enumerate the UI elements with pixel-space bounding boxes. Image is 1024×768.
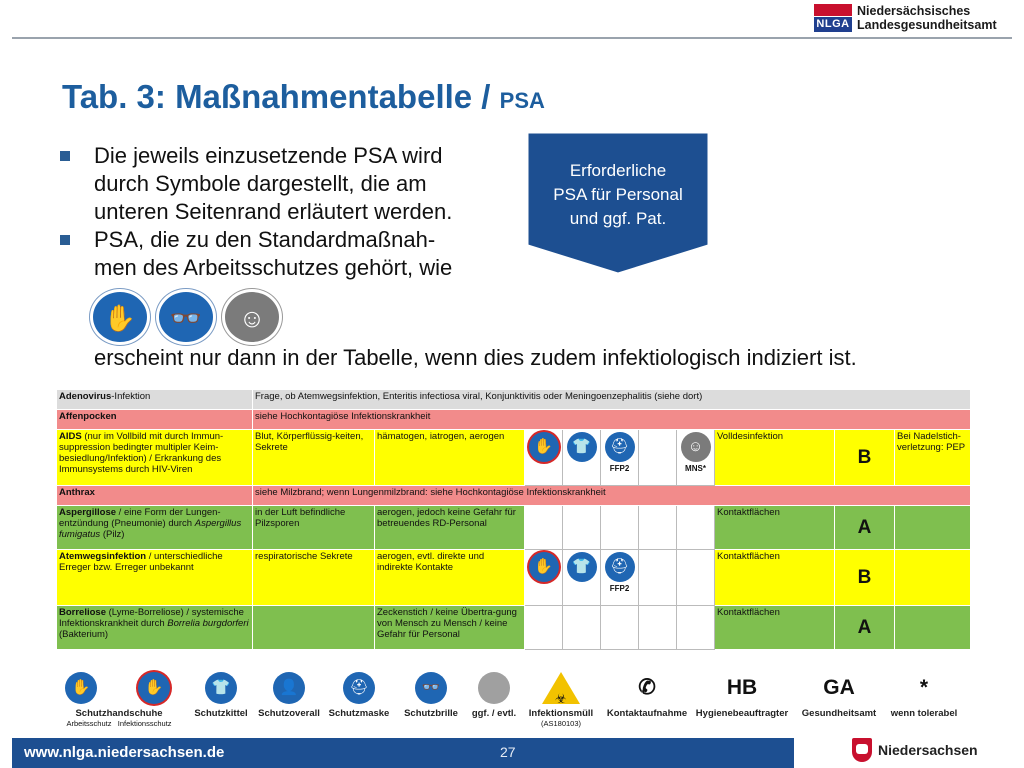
bullet-item [60,142,530,226]
remark-cell: Bei Nadelstich-verletzung: PEP [895,430,971,486]
remark-cell [895,550,971,606]
table-row-borreliose [57,606,971,650]
gloves-icon: ✋ [65,672,97,704]
org-name-line1: Niedersächsisches [857,4,971,18]
standard-ppe-icons [90,289,282,345]
disinfection-cell: Volldesinfektion [715,430,835,486]
overall-icon: 👤 [273,672,305,704]
measures-table [56,389,971,650]
empty-cell [601,506,639,550]
material-cell: respiratorische Sekrete [253,550,375,606]
empty-cell [563,606,601,650]
disinfection-cell: Kontaktflächen [715,606,835,650]
legend-gloves-infection [132,672,176,704]
optional-icon [478,672,510,704]
category-cell: A [835,606,895,650]
legend-optional: ggf. / evtl. [468,672,520,719]
callout-text: Erforderliche PSA für Personal und ggf. Pat. [553,161,683,228]
table-row-atemwegsinfektion [57,550,971,606]
disease-name: Atemwegsinfektion / unterschiedliche Erreger bzw. Erreger unbekannt [57,550,253,606]
legend-gown: 👕 Schutzkittel [192,672,250,719]
table-row-aspergillose [57,506,971,550]
page-title-sub: PSA [499,88,545,113]
coat-of-arms-icon [852,738,872,762]
mask-cell [601,430,639,486]
bullet-item [60,226,530,282]
empty-cell [639,550,677,606]
bullet-square-icon [60,151,70,161]
transmission-cell: hämatogen, iatrogen, aerogen [375,430,525,486]
gloves-cell [525,550,563,606]
legend-gloves-work [56,672,106,704]
mask-icon: ⛑ [605,432,635,462]
gown-icon: 👕 [205,672,237,704]
mask-icon: ⛑ [605,552,635,582]
empty-cell [639,430,677,486]
disease-name: Adenovirus-Infektion [57,390,253,410]
empty-cell [639,506,677,550]
empty-cell [677,506,715,550]
transmission-cell: aerogen, evtl. direkte und indirekte Kontakte [375,550,525,606]
mask-cell [601,550,639,606]
disinfection-cell: Kontaktflächen [715,506,835,550]
ffp-label: FFP2 [609,464,630,473]
ffp-label: FFP2 [609,584,630,593]
phone-icon: ✆ [638,676,656,699]
gloves-cell [525,430,563,486]
page-title [62,78,545,116]
symbol-legend [56,672,972,730]
patient-mask-icon: ☺ [681,432,711,462]
mask-icon: ☺ [222,289,282,345]
goggles-icon: 👓 [156,289,216,345]
bullet-continuation: erscheint nur dann in der Tabelle, wenn dies zudem infektiologisch indiziert ist. [94,345,857,370]
row-note: siehe Milzbrand; wenn Lungenmilzbrand: siehe Hochkontagiöse Infektionskrankheit [253,486,971,506]
gown-icon: 👕 [567,552,597,582]
disease-name: Anthrax [57,486,253,506]
mask-icon: ⛑ [343,672,375,704]
gloves-icon: ✋ [529,432,559,462]
empty-cell [525,506,563,550]
mns-label: MNS* [685,464,706,473]
gloves-icon: ✋ [529,552,559,582]
bullet-square-icon [60,235,70,245]
empty-cell [563,506,601,550]
category-cell: B [835,550,895,606]
empty-cell [677,606,715,650]
empty-cell [639,606,677,650]
category-cell: B [835,430,895,486]
legend-gloves-label: Schutzhandschuhe Arbeitsschutz Infektionsschutz [66,708,172,728]
legend-contact: ✆ Kontaktaufnahme [604,672,690,719]
table-row-aids [57,430,971,486]
disease-name: Affenpocken [57,410,253,430]
biohazard-icon: ☣ [542,672,580,704]
row-note: siehe Hochkontagiöse Infektionskrankheit [253,410,971,430]
gown-icon: 👕 [567,432,597,462]
org-name-line2: Landesgesundheitsamt [857,18,997,32]
footer-url-link[interactable]: www.nlga.niedersachsen.de [24,744,225,761]
remark-cell [895,606,971,650]
page-title-main: Tab. 3: Maßnahmentabelle / [62,78,500,115]
disease-name: AIDS (nur im Vollbild mit durch Immun-suppression bedingter multipler Keim-besiedlung/Infektion) / Erkrankung des Immunsystems durch HIV-Viren [57,430,253,486]
org-name [857,4,997,32]
category-cell: A [835,506,895,550]
material-cell: in der Luft befindliche Pilzsporen [253,506,375,550]
state-name: Niedersachsen [878,742,978,758]
nlga-logo-mark [814,4,852,32]
transmission-cell: Zeckenstich / keine Übertra-gung von Mensch zu Mensch / keine Gefahr für Personal [375,606,525,650]
nlga-logo [814,4,997,32]
legend-hb: HB Hygienebeauftragter [695,676,789,719]
material-cell: Blut, Körperflüssig-keiten, Sekrete [253,430,375,486]
empty-cell [525,606,563,650]
gown-cell [563,430,601,486]
bullet-text-1: Die jeweils einzusetzende PSA wird durch Symbole dargestellt, die am unteren Seitenrand erläutert werden. [94,143,453,224]
gloves-infection-icon: ✋ [138,672,170,704]
table-row-affenpocken [57,410,971,430]
gloves-icon: ✋ [90,289,150,345]
goggles-icon: 👓 [415,672,447,704]
bullet-text-2: PSA, die zu den Standardmaßnah- men des Arbeitsschutzes gehört, wie [94,227,453,280]
gown-cell [563,550,601,606]
mns-cell [677,430,715,486]
legend-star: * wenn tolerabel [890,676,958,719]
material-cell [253,606,375,650]
page-number: 27 [500,744,516,760]
legend-overall: 👤 Schutzoverall [256,672,322,719]
legend-waste: ☣ Infektionsmüll (AS180103) [526,672,596,728]
disease-name: Aspergillose / eine Form der Lungen-entzündung (Pneumonie) durch Aspergillus fumigatus (Pilz) [57,506,253,550]
legend-mask: ⛑ Schutzmaske [328,672,390,719]
row-note: Frage, ob Atemwegsinfektion, Enteritis infectiosa viral, Konjunktivitis oder Meningoenzephalitis (siehe dort) [253,390,971,410]
ppe-callout [528,133,708,273]
empty-cell [601,606,639,650]
empty-cell [677,550,715,606]
disinfection-cell: Kontaktflächen [715,550,835,606]
niedersachsen-logo [852,738,978,762]
legend-goggles: 👓 Schutzbrille [402,672,460,719]
bullet-list [60,142,530,282]
table-row-adenovirus [57,390,971,410]
legend-ga: GA Gesundheitsamt [801,676,877,719]
remark-cell [895,506,971,550]
nlga-abbr: NLGA [814,17,852,32]
disease-name: Borreliose (Lyme-Borreliose) / systemische Infektionskrankheit durch Borrelia burgdorferi (Bakterium) [57,606,253,650]
header-divider [12,37,1012,39]
transmission-cell: aerogen, jedoch keine Gefahr für betreuendes RD-Personal [375,506,525,550]
table-row-anthrax [57,486,971,506]
